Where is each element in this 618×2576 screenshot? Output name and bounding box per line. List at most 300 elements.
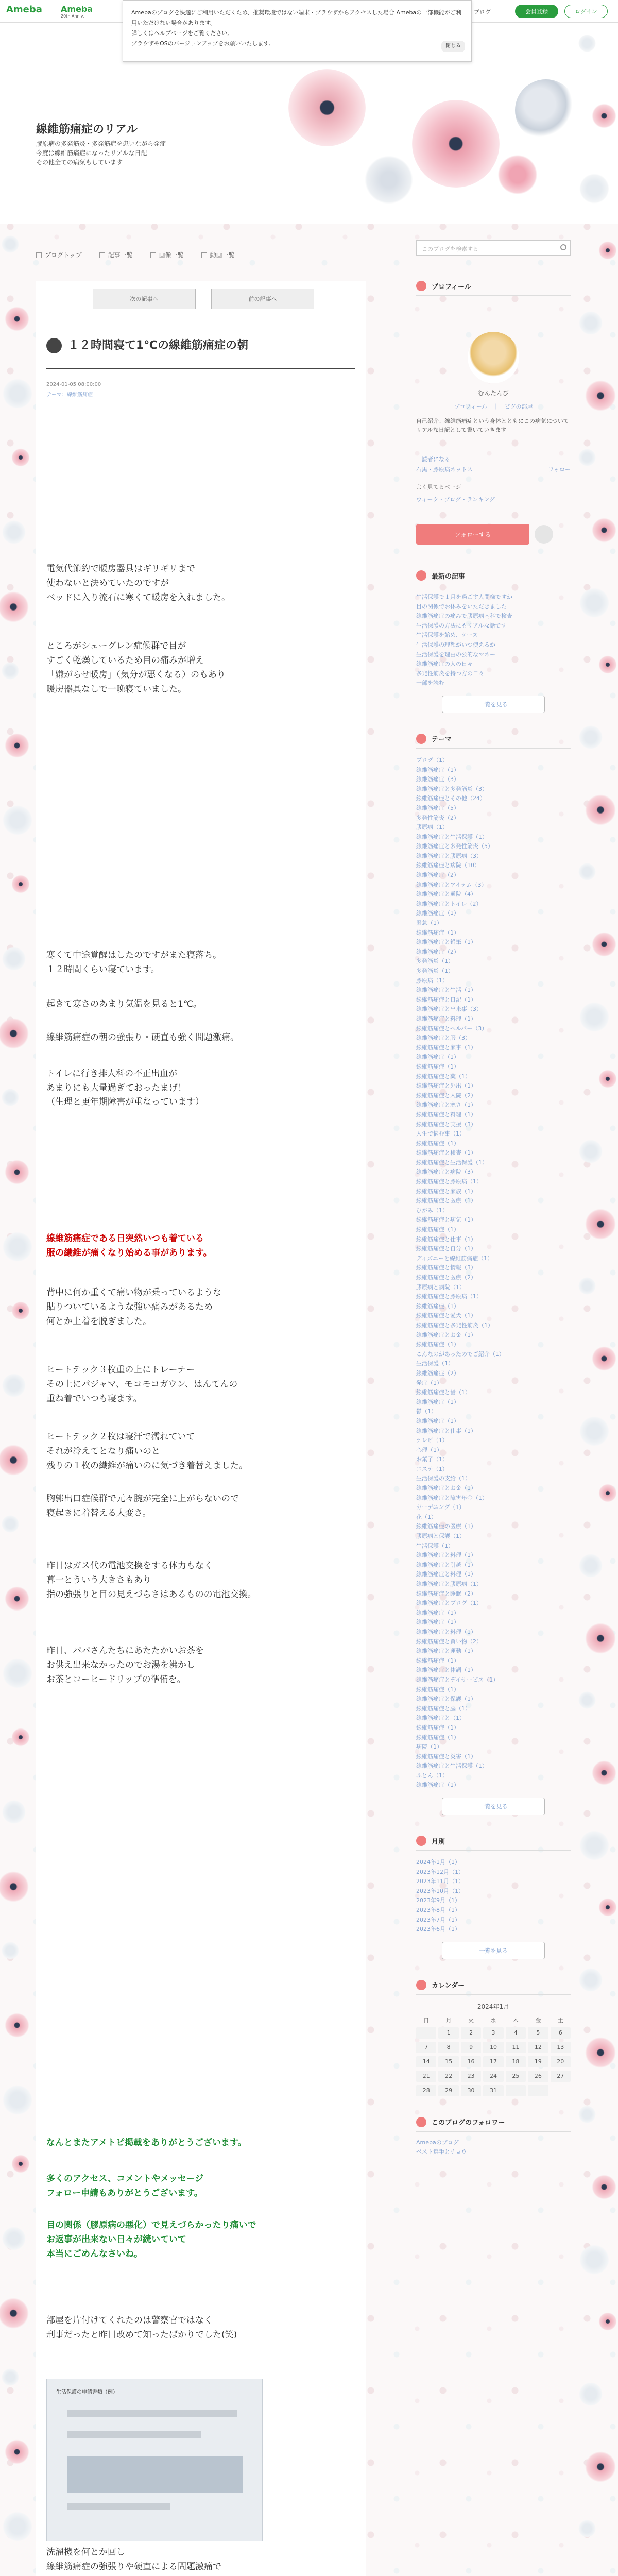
theme-link[interactable]: 線維筋痛症と膠原病（1） xyxy=(416,1178,482,1185)
theme-follow-link[interactable]: フォロー xyxy=(548,466,571,473)
prev-article-button[interactable]: 前の記事へ xyxy=(211,289,314,309)
theme-link[interactable]: 線維筋痛症と運動（1） xyxy=(416,1648,476,1655)
calendar-day[interactable]: 30 xyxy=(461,2085,481,2096)
theme-link[interactable]: 線維筋痛症と料理（1） xyxy=(416,1571,476,1578)
theme-link[interactable]: 線維筋痛症（1） xyxy=(416,1734,459,1741)
calendar-day[interactable]: 16 xyxy=(461,2056,481,2067)
calendar-day[interactable]: 10 xyxy=(483,2042,503,2053)
theme-link[interactable]: 線維筋痛症と服（3） xyxy=(416,1035,471,1042)
theme-link[interactable]: 線維筋痛症とお金（1） xyxy=(416,1485,476,1492)
theme-link[interactable]: 線維筋痛症と料理（1） xyxy=(416,1552,476,1559)
profile-intro: 自己紹介：線維筋痛症という身体とともにこの病気についてリアルな日記として書いていきます xyxy=(416,418,569,433)
theme-link[interactable]: 線維筋痛症と日記（1） xyxy=(416,996,476,1003)
calendar-day[interactable]: 26 xyxy=(528,2071,548,2082)
theme-link[interactable]: 生活保護の支給（1） xyxy=(416,1475,471,1482)
home-icon xyxy=(36,252,42,258)
flower-decoration xyxy=(3,732,31,759)
blog-menu-link[interactable]: ブログ xyxy=(474,9,491,15)
follower-item[interactable]: Amebaのブログ xyxy=(416,2139,459,2146)
notice-close-button[interactable]: 閉じる xyxy=(441,41,465,52)
theme-link[interactable]: 線維筋痛症と引越（1） xyxy=(416,1561,476,1568)
recent-header xyxy=(416,570,571,585)
theme-link[interactable]: 線維筋痛症（2） xyxy=(416,948,459,955)
recent-article-link[interactable]: 生活保護を始め、ケース xyxy=(416,632,478,639)
follower-icon xyxy=(416,2117,426,2127)
theme-link[interactable]: 線維筋痛症と保護（1） xyxy=(416,1696,476,1703)
theme-link[interactable]: 線維筋痛症（1） xyxy=(416,1226,459,1233)
flower-decoration xyxy=(583,1207,618,1242)
theme-link[interactable]: ブログ（1） xyxy=(416,756,448,764)
flower-decoration xyxy=(577,2242,612,2277)
calendar-heading: カレンダー xyxy=(432,1982,465,1990)
theme-link[interactable]: 線維筋痛症（2） xyxy=(416,1369,459,1377)
calendar-day[interactable]: 25 xyxy=(506,2071,526,2082)
theme-link[interactable]: 線維筋痛症とトイレ（2） xyxy=(416,900,482,907)
theme-link[interactable]: 多発筋炎（1） xyxy=(416,958,454,965)
profile-link[interactable]: プロフィール xyxy=(454,403,488,410)
right-flower-border xyxy=(577,23,618,2576)
signup-button[interactable]: 会員登録 xyxy=(515,5,558,18)
theme-link[interactable]: 多発筋炎（1） xyxy=(416,968,454,974)
ameba-20th-logo[interactable] xyxy=(61,4,93,19)
theme-link[interactable]: 線維筋痛症（1） xyxy=(416,1609,459,1616)
blog-desc-line: 膠原病の多発筋炎・多発筋症を患いながら発症 xyxy=(36,140,166,147)
flower-decoration xyxy=(0,803,35,838)
theme-link[interactable]: 線維筋痛症と脳（1） xyxy=(416,1705,471,1712)
flower-decoration xyxy=(583,1621,618,1656)
flower-decoration xyxy=(360,151,417,208)
theme-link[interactable]: ふとん（1） xyxy=(416,1772,448,1779)
theme-link[interactable]: 生活保護（1） xyxy=(416,1542,454,1549)
blog-nav xyxy=(36,247,417,262)
archive-link[interactable]: 2023年8月（1） xyxy=(416,1907,460,1914)
more-options-icon[interactable] xyxy=(535,525,553,544)
flower-decoration xyxy=(577,1690,597,1710)
flower-decoration xyxy=(577,723,605,751)
flower-decoration xyxy=(3,1158,31,1186)
theme-link[interactable]: 線維筋痛症と仕事（1） xyxy=(416,1427,476,1434)
theme-link[interactable]: 線維筋痛症（1） xyxy=(416,1341,459,1348)
calendar-month: 2024年1月 xyxy=(477,2003,510,2010)
title-bullet-icon xyxy=(46,338,62,353)
flower-decoration xyxy=(0,1798,28,1826)
theme-link[interactable]: 線維筋痛症（1） xyxy=(416,1054,459,1061)
calendar-day[interactable]: 23 xyxy=(461,2071,481,2082)
post-paragraph: 胸郭出口症候群で元々腕が完全に上がらないので 寝起きに着替える大変さ。 xyxy=(46,1494,239,1518)
theme-link[interactable]: ディズニーと線維筋痛症（1） xyxy=(416,1255,493,1262)
theme-link[interactable]: 線維筋痛症と検査（1） xyxy=(416,1149,476,1157)
post-paragraph: 寒くて中途覚醒はしたのですがまた寝落ち。 １２時間くらい寝ています。 xyxy=(46,950,221,975)
theme-link[interactable]: 線維筋痛症と出来事（3） xyxy=(416,1006,482,1013)
theme-link[interactable]: 生活保護（1） xyxy=(416,1360,454,1367)
theme-link[interactable]: 線維筋痛症と家事（1） xyxy=(416,1044,476,1051)
theme-link[interactable]: 線維筋痛症と仕事（1） xyxy=(416,1235,476,1243)
login-button[interactable]: ログイン xyxy=(564,5,608,18)
official-links[interactable]: ウィーク・ブログ・ランキング xyxy=(416,496,495,503)
calendar-weekday: 火 xyxy=(468,2016,474,2024)
calendar-day[interactable]: 17 xyxy=(483,2056,503,2067)
recent-article-link[interactable]: 線維筋痛症の痛みで膠原病内科で検査 xyxy=(416,613,512,620)
avatar[interactable] xyxy=(468,332,519,383)
recent-icon xyxy=(416,570,426,581)
profile-icon xyxy=(416,281,426,291)
theme-link[interactable]: 膠原病（1） xyxy=(416,977,448,984)
theme-more-button[interactable]: 一覧を見る xyxy=(442,1798,545,1815)
theme-link[interactable]: 線維筋痛症と病気（1） xyxy=(416,1216,476,1224)
archive-link[interactable]: 2023年11月（1） xyxy=(416,1878,464,1885)
theme-link[interactable]: 線維筋痛症と入院（2） xyxy=(416,1092,476,1099)
calendar-day[interactable]: 4 xyxy=(506,2027,526,2039)
flower-decoration xyxy=(577,1966,605,1994)
theme-link[interactable]: 線維筋痛症と歯（1） xyxy=(416,1389,471,1396)
flower-decoration xyxy=(3,305,31,333)
post-paragraph: 部屋を片付けてくれたのは警察官ではなく 刑事だったと昨日改めて知ったばかりでした(笑) xyxy=(46,2315,237,2340)
recent-article-link[interactable]: 多発性筋炎を持つ方の日々 xyxy=(416,670,484,677)
calendar-day[interactable]: 31 xyxy=(483,2085,503,2096)
calendar-weekday: 水 xyxy=(490,2016,496,2024)
theme-link[interactable]: 線維筋痛症とブログ（1） xyxy=(416,1600,482,1607)
flower-decoration xyxy=(0,1016,31,1051)
ameba-20th-subtitle: 20th Anniv. xyxy=(61,14,84,19)
theme-link[interactable]: 線維筋痛症と薬（1） xyxy=(416,1073,471,1080)
search-icon[interactable] xyxy=(560,244,566,250)
nav-label: 記事一覧 xyxy=(108,251,133,259)
calendar-day[interactable]: 27 xyxy=(551,2071,571,2082)
recent-article-link[interactable]: 一部を読む xyxy=(416,680,444,687)
theme-link[interactable]: 線維筋痛症（1） xyxy=(416,1619,459,1626)
photo-region xyxy=(67,2503,170,2510)
calendar-day[interactable]: 1 xyxy=(438,2027,458,2039)
theme-link[interactable]: 線維筋痛症（1） xyxy=(416,1782,459,1789)
archive-more-button[interactable]: 一覧を見る xyxy=(442,1942,545,1959)
follower-list xyxy=(416,2138,571,2157)
browser-notice-popup xyxy=(123,0,472,62)
blog-desc-line: 今度は線維筋痛症になったリアルな日記 xyxy=(36,149,147,157)
archive-link[interactable]: 2023年12月（1） xyxy=(416,1868,464,1875)
flower-decoration xyxy=(0,1514,21,1534)
recent-more-button[interactable]: 一覧を見る xyxy=(442,696,545,713)
calendar-day[interactable]: 14 xyxy=(416,2056,436,2067)
post-paragraph: トイレに行き排人科の不正出血が あまりにも大量過ぎておったまげ！ xyxy=(46,1069,186,1093)
title-divider xyxy=(46,368,355,369)
theme-link[interactable]: 心理（1） xyxy=(416,1446,442,1453)
post-paragraph: ところがシェーグレン症候群で目が すごく乾燥しているため目の痛みが増え 「嫌がらせ暖房」（気分が悪くなる）のもあり 暖房器具なしで一晩寝ていました。 xyxy=(46,641,226,694)
theme-link[interactable]: 線維筋痛症と寒さ（1） xyxy=(416,1101,476,1109)
profile-links: プロフィール ｜ ピグの部屋 xyxy=(454,403,533,410)
flower-decoration xyxy=(577,2380,605,2408)
calendar-day[interactable]: 22 xyxy=(438,2071,458,2082)
theme-link[interactable]: 線維筋痛症と鉛筆（1） xyxy=(416,939,476,946)
theme-link[interactable]: 線維筋痛症とヘルパー（3） xyxy=(416,1025,488,1032)
flower-decoration xyxy=(590,516,618,544)
theme-link[interactable]: 線維筋痛症（1） xyxy=(416,1686,459,1693)
theme-link[interactable]: 線維筋痛症と災害（1） xyxy=(416,1753,476,1760)
post-theme[interactable]: テーマ：線維筋痛症 xyxy=(46,392,93,398)
theme-link[interactable]: ガーデニング（1） xyxy=(416,1504,465,1511)
calendar-day[interactable]: 19 xyxy=(528,2056,548,2067)
calendar-day[interactable]: 2 xyxy=(461,2027,481,2039)
theme-link[interactable]: テレビ（1） xyxy=(416,1437,448,1444)
flower-decoration xyxy=(577,861,597,882)
reader-link[interactable]: 「読者になる」 xyxy=(416,456,456,463)
theme-link[interactable]: 線維筋痛症と（1） xyxy=(416,1715,465,1722)
post-paragraph: ヒートテック２枚は寝汗で濡れていて それが冷えてとなり痛いのと 残りの１枚の繊維が痛いのに気づき着替えました。 xyxy=(46,1432,248,1471)
recent-article-link[interactable]: 線維筋痛症の人の日々 xyxy=(416,660,473,668)
theme-link[interactable]: 線維筋痛症と体調（1） xyxy=(416,1667,476,1674)
theme-link[interactable]: 線維筋痛症と多発筋炎（3） xyxy=(416,785,488,792)
post-date: 2024-01-05 08:00:00 xyxy=(46,382,101,387)
theme-link[interactable]: 線維筋痛症とその他（24） xyxy=(416,795,486,802)
flower-decoration xyxy=(0,1229,35,1264)
flower-decoration xyxy=(577,309,605,337)
calendar-icon xyxy=(416,1980,426,1990)
left-flower-border xyxy=(0,224,31,2576)
theme-link[interactable]: 線維筋痛症の医療（1） xyxy=(416,1523,476,1530)
theme-link[interactable]: 線維筋痛症と通院（4） xyxy=(416,891,476,898)
theme-link[interactable]: 発症（1） xyxy=(416,1379,442,1386)
notice-line-2: 詳しくはヘルプページをご覧ください。 xyxy=(131,30,233,37)
theme-link[interactable]: お菓子（1） xyxy=(416,1456,448,1463)
theme-link[interactable]: 線維筋痛症と睡眠（2） xyxy=(416,1590,476,1597)
theme-link[interactable]: ひがみ（1） xyxy=(416,1207,448,1214)
theme-link[interactable]: 線維筋痛症と障害年金（1） xyxy=(416,1494,488,1501)
theme-row xyxy=(416,465,571,473)
theme-link[interactable]: 線維筋痛症と生活（1） xyxy=(416,987,476,994)
theme-link[interactable]: 線維筋痛症と外出（1） xyxy=(416,1082,476,1090)
theme-link[interactable]: 線維筋痛症とデイサービス（1） xyxy=(416,1676,499,1683)
theme-link[interactable]: 線維筋痛症と愛犬（1） xyxy=(416,1312,476,1319)
calendar-day xyxy=(528,2085,548,2096)
flower-decoration xyxy=(577,1552,605,1580)
post-paragraph: ヒートテック３枚重の上にトレーナー その上にパジャマ、モコモコガウン、はんてんの 重ね着でいつも寝ます。 xyxy=(46,1365,238,1404)
calendar-day xyxy=(416,2027,436,2039)
flower-decoration xyxy=(10,874,31,894)
calendar-day[interactable]: 11 xyxy=(506,2042,526,2053)
flower-decoration xyxy=(0,2082,35,2117)
archive-list xyxy=(416,1858,571,1935)
calendar-day[interactable]: 20 xyxy=(551,2056,571,2067)
flower-decoration xyxy=(3,2438,31,2466)
ameba-20th-logo-text: Ameba xyxy=(61,4,93,14)
theme-link[interactable]: 人生で悩む事（1） xyxy=(416,1130,465,1138)
follower-header xyxy=(416,2117,571,2132)
theme-link[interactable]: 線維筋痛症と料理（1） xyxy=(416,1628,476,1635)
follower-heading: このブログのフォロワー xyxy=(432,2119,505,2127)
photo-region xyxy=(67,2410,237,2417)
theme-list xyxy=(416,756,571,1790)
theme-link[interactable]: 線維筋痛症と医療（2） xyxy=(416,1274,476,1281)
ameba-logo[interactable] xyxy=(6,4,42,15)
recent-article-link[interactable]: 生活保護で１月を過ごす人間様ですか xyxy=(416,594,512,600)
archive-link[interactable]: 2023年6月（1） xyxy=(416,1926,460,1933)
blog-title[interactable]: 線維筋痛症のリアル xyxy=(36,123,138,136)
calendar-day[interactable]: 21 xyxy=(416,2071,436,2082)
flower-decoration xyxy=(597,1897,618,1918)
calendar-weekday: 金 xyxy=(535,2016,541,2024)
nav-blog-top[interactable] xyxy=(36,250,82,259)
flower-decoration xyxy=(583,378,618,413)
theme-link[interactable]: 線維筋痛症と料理（1） xyxy=(416,1111,476,1118)
theme-link[interactable]: 線維筋痛症と生活保護（1） xyxy=(416,833,488,840)
recent-article-link[interactable]: 生活保護を理由の公的なマネー xyxy=(416,651,495,658)
next-article-button[interactable]: 次の記事へ xyxy=(93,289,196,309)
calendar-weekday: 木 xyxy=(512,2016,519,2024)
theme-link[interactable]: 線維筋痛症と支援（3） xyxy=(416,1121,476,1128)
nav-image-list[interactable] xyxy=(150,250,184,259)
theme-link[interactable]: 線維筋痛症（1） xyxy=(416,766,459,773)
photo-region xyxy=(67,2431,201,2438)
calendar-day[interactable]: 5 xyxy=(528,2027,548,2039)
post-paragraph: なんとまたアメトピ掲載をありがとうございます。 xyxy=(46,2138,247,2148)
flower-decoration xyxy=(3,2011,31,2039)
theme-link[interactable]: 鬱（1） xyxy=(416,1408,437,1415)
calendar-day[interactable]: 28 xyxy=(416,2085,436,2096)
flower-decoration xyxy=(0,2367,21,2387)
flower-decoration xyxy=(577,2518,597,2539)
calendar-day[interactable]: 3 xyxy=(483,2027,503,2039)
official-heading: よく見てるページ xyxy=(416,484,461,490)
theme-link[interactable]: 線維筋痛症（1） xyxy=(416,1140,459,1147)
theme-link[interactable]: 線維筋痛症（1） xyxy=(416,1398,459,1405)
theme-icon xyxy=(416,734,426,744)
theme-link[interactable]: 線維筋痛症と家族（1） xyxy=(416,1188,476,1195)
calendar-day[interactable]: 15 xyxy=(438,2056,458,2067)
theme-link[interactable]: 線維筋痛症と多発性筋炎（5） xyxy=(416,843,493,850)
theme-link[interactable]: 石黒・膠原病ネットス xyxy=(416,466,473,473)
theme-link[interactable]: 花（1） xyxy=(416,1513,437,1520)
theme-link[interactable]: 線維筋痛症とお金（1） xyxy=(416,1331,476,1338)
calendar-day[interactable]: 24 xyxy=(483,2071,503,2082)
post-paragraph: 昨日、パパさんたちにあたたかいお茶を お供え出来なかったのでお湯を沸かし お茶とコーヒードリップの準備を。 xyxy=(46,1646,204,1685)
theme-link[interactable]: 線維筋痛症（1） xyxy=(416,1724,459,1731)
calendar-weekday: 月 xyxy=(445,2016,452,2024)
theme-link[interactable]: 線維筋痛症（1） xyxy=(416,1302,459,1310)
theme-link[interactable]: 線維筋痛症と情報（3） xyxy=(416,1264,476,1272)
theme-link[interactable]: 線維筋痛症と病院（3） xyxy=(416,1168,476,1176)
archive-link[interactable]: 2023年9月（1） xyxy=(416,1897,460,1904)
nav-label: ブログトップ xyxy=(45,251,82,259)
recent-article-link[interactable]: 生活保護の理想がいつ使えるか xyxy=(416,641,495,648)
calendar-day[interactable]: 9 xyxy=(461,2042,481,2053)
pig-room-link[interactable]: ピグの部屋 xyxy=(504,403,533,410)
flower-decoration xyxy=(597,1069,618,1089)
theme-link[interactable]: 膠原病と病院（1） xyxy=(416,1283,465,1291)
follow-button[interactable]: フォローする xyxy=(416,524,529,545)
flower-decoration xyxy=(577,1828,612,1863)
post-paragraph: 起きて寒さのあまり気温を見ると1℃。 xyxy=(46,999,202,1009)
flower-decoration xyxy=(577,1414,612,1449)
theme-link[interactable]: 緊急（1） xyxy=(416,920,442,927)
video-icon xyxy=(201,252,207,258)
flower-decoration xyxy=(577,33,597,54)
theme-link[interactable]: 線維筋痛症（1） xyxy=(416,929,459,936)
theme-link[interactable]: 線維筋痛症と自分（1） xyxy=(416,1245,476,1252)
theme-link[interactable]: 線維筋痛症と病院（10） xyxy=(416,862,480,869)
theme-link[interactable]: 線維筋痛症（1） xyxy=(416,910,459,917)
flower-decoration xyxy=(0,1371,28,1399)
post-content xyxy=(36,281,366,2576)
recent-article-link[interactable]: 生活保護の方法にもリアルな話です xyxy=(416,622,507,629)
theme-link[interactable]: 線維筋痛症と買い物（2） xyxy=(416,1638,482,1645)
theme-link[interactable]: 線維筋痛症（1） xyxy=(416,1063,459,1070)
theme-link[interactable]: 病院（1） xyxy=(416,1743,442,1751)
post-photo[interactable] xyxy=(46,2379,263,2541)
notice-line-1: Amebaのブログを快適にご利用いただくため、推奨環境ではない端末・ブラウザからアクセスした場合 Amebaの一部機能がご利用いただけない場合があります。 xyxy=(131,9,462,26)
theme-link[interactable]: 線維筋痛症（1） xyxy=(416,1417,459,1425)
blog-search-input[interactable]: このブログを検索する xyxy=(416,240,571,256)
theme-link[interactable]: 線維筋痛症（2） xyxy=(416,872,459,879)
theme-link[interactable]: 線維筋痛症と膠原病（1） xyxy=(416,1581,482,1587)
theme-link[interactable]: 膠原病（1） xyxy=(416,824,448,831)
flower-decoration xyxy=(0,1940,21,1961)
calendar-day[interactable]: 6 xyxy=(551,2027,571,2039)
nav-entry-list[interactable] xyxy=(99,250,133,259)
flower-decoration xyxy=(583,792,618,827)
calendar-day xyxy=(506,2085,526,2096)
sidebar xyxy=(416,281,571,2157)
calendar-day[interactable]: 7 xyxy=(416,2042,436,2053)
calendar-day[interactable]: 18 xyxy=(506,2056,526,2067)
flower-decoration xyxy=(0,2225,28,2252)
theme-link[interactable]: 線維筋痛症と医療（1） xyxy=(416,1197,476,1205)
flower-decoration xyxy=(10,447,31,468)
theme-link[interactable]: 線維筋痛症（3） xyxy=(416,776,459,783)
recent-article-link[interactable]: 目の関係でお休みをいただきました xyxy=(416,603,507,610)
theme-link[interactable]: 多発性筋炎（2） xyxy=(416,814,459,821)
theme-link[interactable]: エステ（1） xyxy=(416,1465,448,1472)
theme-link[interactable]: 線維筋痛症と生活保護（1） xyxy=(416,1159,488,1166)
theme-link[interactable]: こんなのがあったのでご紹介（1） xyxy=(416,1350,505,1358)
profile-name[interactable]: むんたんび xyxy=(477,389,509,397)
calendar-day[interactable]: 13 xyxy=(551,2042,571,2053)
recent-list xyxy=(416,592,571,688)
archive-link[interactable]: 2024年1月（1） xyxy=(416,1859,460,1866)
post-paragraph: 背中に何か重くて痛い物が乗っているような 貼りついているような強い痛みがあるため 何とか上着を脱ぎました。 xyxy=(46,1287,221,1327)
theme-link[interactable]: 線維筋痛症（1） xyxy=(416,1657,459,1664)
flower-decoration xyxy=(0,2296,31,2331)
calendar-day[interactable]: 29 xyxy=(438,2085,458,2096)
archive-heading: 月別 xyxy=(432,1838,445,1846)
flower-decoration xyxy=(3,1585,31,1613)
calendar-day[interactable]: 12 xyxy=(528,2042,548,2053)
nav-video-list[interactable] xyxy=(201,250,235,259)
follower-item[interactable]: ベスト選手とチョウ xyxy=(416,2148,467,2156)
archive-link[interactable]: 2023年10月（1） xyxy=(416,1887,464,1894)
flower-decoration xyxy=(577,2104,597,2125)
theme-link[interactable]: 線維筋痛症と膠原病（3） xyxy=(416,852,482,859)
calendar-day[interactable]: 8 xyxy=(438,2042,458,2053)
post-title xyxy=(46,336,248,353)
theme-link[interactable]: 線維筋痛症と生活保護（1） xyxy=(416,1762,488,1770)
theme-link[interactable]: 線維筋痛症と料理（1） xyxy=(416,1015,476,1022)
flower-decoration xyxy=(590,102,618,130)
theme-link[interactable]: 膠原病と保護（1） xyxy=(416,1533,465,1540)
photo-caption: 生活保護の申請書類（例） xyxy=(56,2389,118,2395)
theme-link[interactable]: 線維筋痛症と多発性筋炎（1） xyxy=(416,1321,493,1329)
flower-decoration xyxy=(577,585,612,620)
flower-decoration xyxy=(0,1869,31,1904)
theme-link[interactable]: 線維筋痛症と膠原病（1） xyxy=(416,1293,482,1300)
flower-decoration xyxy=(288,69,366,146)
flower-decoration xyxy=(597,654,618,675)
archive-link[interactable]: 2023年7月（1） xyxy=(416,1916,460,1923)
recent-heading: 最新の記事 xyxy=(432,572,466,581)
flower-decoration xyxy=(0,1087,21,1108)
theme-link[interactable]: 線維筋痛症（5） xyxy=(416,804,459,811)
profile-header xyxy=(416,281,571,296)
flower-decoration xyxy=(597,240,618,261)
theme-link[interactable]: 線維筋痛症とアイテム（3） xyxy=(416,881,487,888)
